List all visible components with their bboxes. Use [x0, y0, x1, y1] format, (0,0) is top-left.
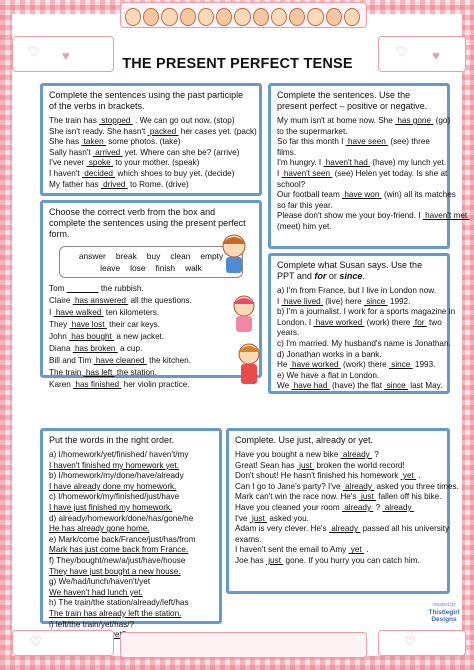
answer-text: We haven't had lunch yet.	[49, 587, 143, 597]
answer-text: yet?	[110, 630, 127, 640]
heart-icon: ♡	[396, 44, 408, 59]
sentence	[277, 286, 441, 297]
answer-text: just	[249, 513, 268, 523]
girl-illustration	[228, 340, 270, 388]
sentence	[235, 524, 450, 535]
question: i) left/the train/yet/has/?	[49, 619, 135, 629]
answer-text	[67, 284, 99, 293]
sentence	[235, 461, 441, 472]
sentence-text: (live) here	[322, 296, 364, 306]
logo-line3: Designs	[431, 616, 457, 623]
kid-face-icon	[161, 8, 177, 26]
sentence	[235, 545, 441, 556]
question: d) already/homework/done/has/gone/he	[49, 513, 194, 523]
footer-kids-banner	[120, 632, 367, 658]
answer-text: already	[382, 502, 414, 512]
sentence-text: Sally hasn't	[49, 147, 93, 157]
sentence-text: I've never	[49, 158, 87, 168]
sentence	[277, 328, 441, 339]
sentence-text: fallen off his bike.	[376, 492, 442, 502]
sentence-text: .	[364, 545, 369, 555]
answer-text: The train has already left the station.	[49, 608, 182, 618]
word-option: leave	[100, 263, 121, 273]
sentence-text: broken the world record!	[314, 460, 405, 470]
heart-icon: ♡	[28, 44, 40, 59]
sentence-text: asked you.	[267, 513, 309, 523]
answer-text: has answered	[72, 295, 129, 305]
sentence-text: .	[416, 471, 421, 481]
sentence-text: gone. If you hurry you can catch him.	[283, 555, 420, 565]
sentence-text: Joe has	[235, 555, 266, 565]
sentence-text: Our football team	[277, 190, 343, 200]
word-option: walk	[185, 263, 202, 273]
sentence-text: My mum isn't at home now. She	[277, 116, 396, 125]
kid-face-icon	[253, 8, 269, 26]
answer-text: has bought	[69, 331, 115, 341]
answer-text: I have already done my homework.	[49, 481, 177, 491]
instruction-text: Complete what Susan says. Use the PPT and	[277, 260, 423, 281]
word-option: buy	[146, 251, 161, 261]
heart-icon: ♡	[404, 634, 416, 649]
answer-text: since	[388, 360, 413, 370]
sentence	[277, 201, 441, 212]
sentence-text: (meet) him yet.	[277, 221, 332, 231]
sentence-text: yet. Where can she be? (arrive)	[122, 147, 240, 157]
answer-text: has left	[83, 367, 115, 377]
answer-text: spoke	[86, 158, 113, 168]
sentence-text: Have you bought a new bike	[235, 450, 341, 459]
sentence	[277, 158, 447, 169]
kid-face-icon	[180, 8, 196, 26]
answer-text: have had	[291, 381, 330, 391]
sentence-text: passed all his university	[360, 524, 450, 534]
answer-text: already	[341, 502, 374, 512]
sentence	[277, 180, 441, 191]
sentence-text: the kitchen.	[146, 355, 192, 365]
instruction: Complete the sentences using the past participle of the verbs in brackets.	[49, 90, 244, 111]
sentence-text: films.	[277, 147, 297, 157]
sentence	[277, 127, 441, 138]
answer-text: just	[265, 555, 284, 565]
sentence-text: (go)	[433, 116, 451, 125]
sentence	[277, 168, 448, 180]
sentence	[49, 344, 253, 355]
answer-text: have walked	[53, 307, 104, 317]
instruction: Complete the sentences. Use the present perfect – positive or negative.	[277, 90, 428, 111]
sentence-text: . We can go out now. (stop)	[132, 116, 235, 125]
sentence	[277, 297, 441, 308]
sentence	[49, 380, 253, 391]
answer-text: drived	[100, 179, 128, 189]
sentence-text: She isn't ready. She hasn't	[49, 126, 148, 136]
question: b) I/homework/my/done/have/already	[49, 471, 184, 481]
instruction: Choose the correct verb from the box and complete the sentences using the present perfect form.	[49, 207, 246, 239]
sentence	[49, 368, 253, 379]
sentence-text: e) We have a flat in London.	[277, 370, 380, 380]
sentence-text: b) I'm a journalist. I work for a sports magazine in	[277, 307, 456, 317]
sentence-text: I haven't	[49, 168, 82, 178]
sentence-text: The train has	[49, 116, 100, 125]
sentence	[235, 471, 441, 482]
word-option: break	[115, 251, 137, 261]
question: g) We/had/lunch/haven't/yet	[49, 577, 151, 587]
sentence	[49, 158, 253, 169]
sentence	[235, 450, 441, 461]
kid-face-icon	[271, 8, 287, 26]
kid-face-icon	[216, 8, 232, 26]
sentence-text: He	[277, 360, 290, 370]
sentence-text: ten kilometers.	[103, 307, 160, 317]
designer-logo	[420, 602, 468, 623]
instruction: Complete what Susan says. Use the PPT and for or since.	[277, 260, 423, 281]
answer-text: since	[384, 381, 408, 391]
answer-text: yet	[348, 545, 365, 555]
word-option: empty	[200, 251, 224, 261]
sentence-list	[49, 450, 213, 641]
sentence-text: to Rome. (drive)	[127, 179, 189, 189]
sentence-text: (win) all its matches	[381, 190, 456, 200]
sentence-text: a) I'm from France, but I live in London now.	[277, 286, 437, 295]
sentence-text: (work) there	[340, 360, 389, 370]
sentence-text: her violin practice.	[121, 379, 190, 389]
answer-text: taken	[81, 137, 106, 147]
kid-face-icon	[198, 8, 214, 26]
sentence-text: Diana	[49, 343, 73, 353]
sentence-text: 1992.	[387, 296, 411, 306]
answer-text: already	[342, 481, 375, 491]
sentence-text: I'm hungry. I	[277, 158, 324, 168]
sentence-text: all the questions.	[128, 295, 192, 305]
answer-text: arrived	[92, 147, 123, 157]
answer-text: I have just finished my homework.	[49, 502, 173, 512]
sentence-text: (see) three	[388, 137, 430, 147]
for-keyword: for	[314, 271, 327, 281]
kid-face-icon	[326, 8, 342, 26]
kid-face-icon	[307, 8, 323, 26]
sentence-text: two	[426, 317, 442, 327]
sentence	[235, 492, 441, 503]
sentence-text: (have) the flat	[329, 381, 385, 391]
instruction-or: or	[326, 271, 340, 281]
sentence-text: Please don't show me your boy-friend. I	[277, 211, 423, 221]
sentence	[277, 148, 441, 159]
word-option: clean	[170, 251, 191, 261]
kid-face-icon	[125, 8, 141, 26]
sentence-text: school?	[277, 179, 306, 189]
sentence	[49, 180, 253, 191]
sentence-text: The train	[49, 367, 84, 377]
sentence-text: c) I'm married. My husband's name is Jonathan.	[277, 338, 451, 348]
sentence-text: so far this year.	[277, 200, 333, 210]
sentence-text: their car keys.	[106, 319, 161, 329]
sentence-text: to your mother. (speak)	[112, 158, 200, 168]
answer-text: stopped	[99, 116, 133, 125]
sentence-text: Have you cleaned your room	[235, 502, 342, 512]
sentence	[49, 169, 253, 180]
sentence-text: I	[277, 296, 282, 306]
answer-text: packed	[147, 126, 179, 136]
kid-face-icon	[289, 8, 305, 26]
sentence-text: Mark can't win the race now. He's	[235, 492, 359, 502]
heart-icon: ♥	[62, 48, 70, 63]
sentence	[277, 318, 441, 329]
since-keyword: since	[339, 271, 363, 281]
answer-text: just	[296, 460, 315, 470]
answer-text: He has already gone home.	[49, 524, 150, 534]
answer-text: have worked	[313, 317, 365, 327]
sentence-text: d) Jonathan works in a bank.	[277, 349, 382, 359]
sentence-text: She has	[49, 137, 82, 147]
answer-text: Mark has just come back from France.	[49, 545, 189, 555]
sentence	[277, 350, 441, 361]
answer-text: decided	[81, 168, 116, 178]
sentence-text: I	[277, 168, 282, 178]
sentence-text: the station.	[114, 367, 157, 377]
sentence-text: London. I	[277, 317, 314, 327]
sentence-text: John	[49, 331, 70, 341]
sentence-text: I haven't sent the email to Amy	[235, 545, 349, 555]
answer-text: They have just bought a new house.	[49, 566, 181, 576]
exercise-past-participle	[40, 83, 262, 196]
sentence-list	[49, 116, 257, 190]
sentence-text: her cases yet. (pack)	[178, 126, 257, 136]
exercise-just-already-yet	[226, 428, 459, 594]
sentence-text: I	[49, 307, 54, 317]
sentence-text: ?	[373, 502, 383, 512]
sentence-text: Can I go to Jane's party? I've	[235, 481, 343, 491]
answer-text: has broken	[72, 343, 118, 353]
sentence	[49, 137, 253, 148]
answer-text: have seen	[345, 137, 389, 147]
sentence-text: Tom	[49, 284, 67, 293]
girl-illustration	[222, 292, 266, 336]
sentence-text: My father has	[49, 179, 101, 189]
sentence	[277, 211, 470, 222]
sentence-text: Karen	[49, 379, 74, 389]
header-kids-row	[125, 4, 360, 26]
sentence	[49, 356, 253, 367]
girl-illustration	[210, 230, 258, 278]
kid-face-icon	[344, 8, 360, 26]
sentence-text: a new jacket.	[114, 331, 165, 341]
question: f) They/bought/new/a/just/have/house	[49, 555, 186, 565]
answer-text: haven't had	[323, 158, 371, 168]
sentence-text: to the supermarket.	[277, 126, 348, 136]
instruction: Complete. Use just, already or yet.	[235, 435, 374, 445]
sentence-text: I've	[235, 513, 250, 523]
question: c) I/homework/my/finished/just/have	[49, 492, 180, 502]
word-option: lose	[130, 263, 146, 273]
sentence-text: Claire	[49, 295, 73, 305]
sentence-text: 1993.	[412, 360, 436, 370]
kid-face-icon	[234, 8, 250, 26]
decor-band-right-bottom	[378, 630, 466, 656]
sentence-text: exams.	[235, 534, 262, 544]
sentence-text: years.	[277, 328, 300, 338]
sentence	[277, 338, 451, 350]
sentence-text: Don't shout! He hasn't finished his homework	[235, 471, 401, 481]
answer-text: I haven't finished my homework yet.	[49, 460, 179, 470]
sentence	[277, 116, 451, 127]
answer-text: haven't met	[422, 211, 470, 221]
sentence	[277, 381, 441, 392]
sentence-list	[235, 450, 459, 567]
sentence	[235, 503, 441, 514]
decor-band-left-bottom	[12, 630, 114, 656]
sentence-text: last May.	[407, 381, 443, 391]
sentence-list	[277, 286, 456, 392]
answer-text: yet	[400, 471, 417, 481]
exercise-word-order	[40, 428, 222, 640]
answer-text: just	[358, 492, 377, 502]
logo-line1: created by	[432, 602, 456, 608]
answer-text: has gone	[395, 116, 434, 125]
decor-band-right	[378, 36, 466, 72]
sentence-list	[277, 116, 470, 233]
answer-text: have lived	[281, 296, 323, 306]
sentence	[49, 148, 253, 159]
sentence	[235, 556, 441, 567]
sentence-text: Adam is very clever. He's	[235, 524, 329, 534]
sentence-text: Bill and Tim	[49, 355, 94, 365]
sentence-text: They	[49, 319, 70, 329]
sentence	[277, 360, 441, 371]
answer-text: since	[363, 296, 388, 306]
exercise-positive-negative	[268, 83, 470, 249]
heart-icon: ♥	[432, 48, 440, 63]
sentence	[277, 371, 441, 382]
question: a) I/homework/yet/finished/ haven't/my	[49, 450, 189, 459]
answer-text: have worked	[289, 360, 341, 370]
answer-text: have lost	[69, 319, 107, 329]
sentence-text: So far this month I	[277, 137, 346, 147]
sentence-text: asked you three times.	[374, 481, 459, 491]
answer-text: already	[340, 450, 373, 459]
sentence-text: ?	[372, 450, 379, 459]
sentence-text: the rubbish.	[98, 284, 144, 293]
sentence	[277, 222, 441, 233]
sentence	[235, 535, 441, 546]
sentence-text: which shoes to buy yet. (decide)	[115, 168, 235, 178]
word-option: answer	[78, 251, 106, 261]
instruction: Put the words in the right order.	[49, 435, 175, 445]
sentence	[235, 481, 459, 493]
logo-line2: Thistlegirl	[428, 609, 460, 616]
answer-text: haven't seen	[281, 168, 333, 178]
answer-text: have cleaned	[93, 355, 147, 365]
sentence	[49, 126, 257, 138]
sentence	[277, 190, 456, 201]
page-title: THE PRESENT PERFECT TENSE	[122, 56, 353, 72]
answer-text: already	[328, 524, 361, 534]
question: e) Mark/come back/France/just/has/from	[49, 534, 196, 544]
sentence-text: (see) Helen yet today. Is she at	[332, 168, 448, 178]
heart-icon: ♡	[30, 634, 42, 649]
sentence-text: a cup.	[117, 343, 143, 353]
sentence	[277, 137, 441, 148]
sentence	[49, 116, 253, 127]
sentence	[277, 307, 456, 318]
sentence-text: We	[277, 381, 292, 391]
sentence-text: Great! Sean has	[235, 460, 297, 470]
word-option: finish	[155, 263, 176, 273]
answer-text: has finished	[73, 379, 122, 389]
sentence	[235, 514, 441, 525]
answer-text: have won	[342, 190, 382, 200]
question: h) The train/the station/already/left/has	[49, 598, 189, 608]
kid-face-icon	[143, 8, 159, 26]
sentence-text: (have) my lunch yet.	[370, 158, 447, 168]
answer-text: for	[412, 317, 427, 327]
exercise-for-since	[268, 253, 456, 394]
sentence-text: (work) there	[364, 317, 413, 327]
sentence-text: some photos. (take)	[105, 137, 181, 147]
